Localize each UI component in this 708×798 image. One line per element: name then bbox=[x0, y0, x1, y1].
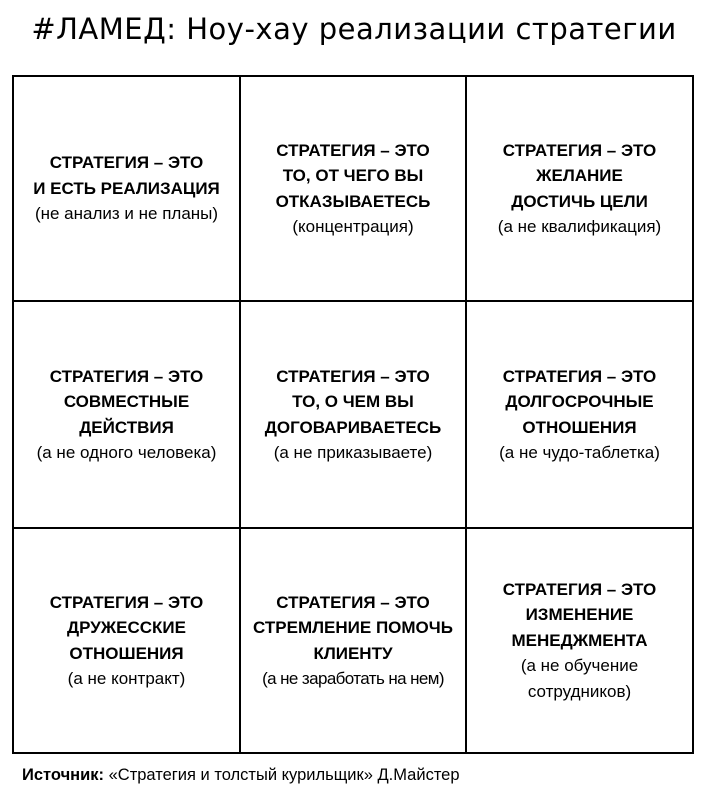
grid-cell-8 bbox=[241, 529, 467, 752]
cell-note: (концентрация) bbox=[292, 217, 414, 236]
cell-heading: СТРАТЕГИЯ – ЭТО ДОЛГОСРОЧНЫЕ ОТНОШЕНИЯ bbox=[502, 366, 657, 437]
cell-heading: СТРАТЕГИЯ – ЭТО ЖЕЛАНИЕ ДОСТИЧЬ ЦЕЛИ bbox=[502, 140, 657, 211]
grid-cell-1 bbox=[14, 77, 241, 302]
source-label: Источник: bbox=[22, 766, 105, 784]
strategy-grid bbox=[12, 75, 694, 754]
cell-note: (а не одного человека) bbox=[36, 443, 217, 462]
cell-heading: СТРАТЕГИЯ – ЭТО ТО, ОТ ЧЕГО ВЫ ОТКАЗЫВАЕТЕСЬ bbox=[275, 140, 431, 211]
cell-heading: СТРАТЕГИЯ – ЭТО СОВМЕСТНЫЕ ДЕЙСТВИЯ bbox=[49, 366, 204, 437]
grid-cell-6 bbox=[467, 302, 692, 529]
cell-note: (а не контракт) bbox=[67, 669, 186, 688]
cell-note: (а не приказываете) bbox=[273, 443, 433, 462]
cell-heading: СТРАТЕГИЯ – ЭТО ИЗМЕНЕНИЕ МЕНЕДЖМЕНТА bbox=[502, 579, 657, 650]
grid-cell-3 bbox=[467, 77, 692, 302]
source-citation bbox=[22, 766, 460, 785]
cell-note: (не анализ и не планы) bbox=[34, 204, 219, 224]
cell-note: (а не обучение сотрудников) bbox=[520, 656, 639, 701]
cell-note: (а не чудо-таблетка) bbox=[499, 443, 660, 462]
grid-cell-9 bbox=[467, 529, 692, 752]
source-text: «Стратегия и толстый курильщик» Д.Майстер bbox=[104, 766, 460, 784]
grid-cell-7 bbox=[14, 529, 241, 752]
cell-note: (а не квалификация) bbox=[497, 217, 662, 236]
grid-cell-5 bbox=[241, 302, 467, 529]
grid-cell-4 bbox=[14, 302, 241, 529]
cell-note: (а не заработать на нем) bbox=[262, 669, 444, 688]
cell-heading: СТРАТЕГИЯ – ЭТО И ЕСТЬ РЕАЛИЗАЦИЯ bbox=[33, 153, 220, 198]
page-title: #ЛАМЕД: Ноу-хау реализации стратегии bbox=[31, 12, 677, 46]
cell-heading: СТРАТЕГИЯ – ЭТО СТРЕМЛЕНИЕ ПОМОЧЬ КЛИЕНТУ bbox=[253, 592, 453, 663]
cell-heading: СТРАТЕГИЯ – ЭТО ДРУЖЕССКИЕ ОТНОШЕНИЯ bbox=[49, 592, 204, 663]
grid-cell-2 bbox=[241, 77, 467, 302]
cell-heading: СТРАТЕГИЯ – ЭТО ТО, О ЧЕМ ВЫ ДОГОВАРИВАЕТЕСЬ bbox=[264, 366, 442, 437]
